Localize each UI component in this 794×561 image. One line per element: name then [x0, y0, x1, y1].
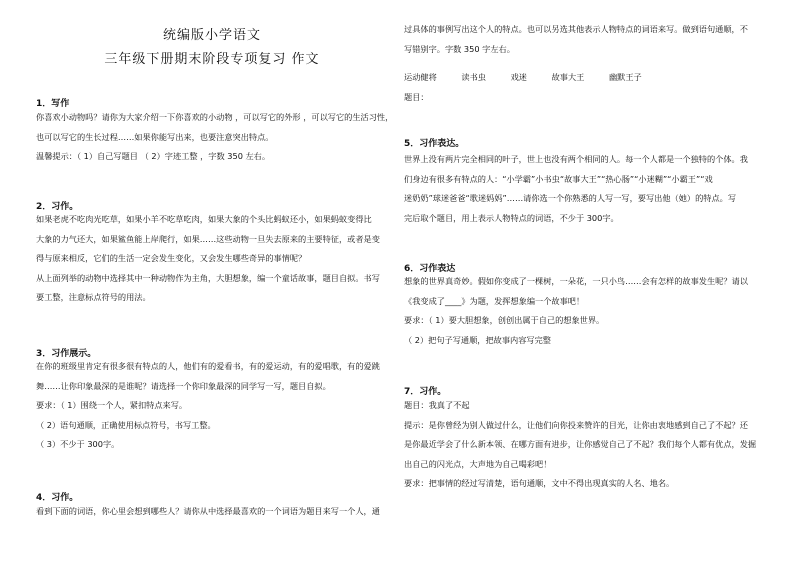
text-line: 如果老虎不吃肉光吃草，如果小羊不吃草吃肉，如果大象的个头比蚂蚁还小，如果蚂蚁变得比: [36, 214, 372, 224]
text-line: 得与原来相反，它们的生活一定会发生变化，又会发生哪些奇异的事情呢？: [36, 253, 307, 263]
text-line: 写错别字。字数 350 字左右。: [404, 43, 515, 54]
text-line: 出自己的闪光点，大声地为自己喝彩吧！: [404, 458, 552, 469]
text-line: 你喜欢小动物吗？请你为大家介绍一下你喜欢的小动物 ，可以写它的外形 ，可以写它的生活习性，: [36, 112, 394, 122]
text-line: 是你最近学会了什么新本领、在哪方面有进步，让你感觉自己了不起？我们每个人都有优点，发掘: [404, 439, 757, 449]
text-line: 过具体的事例写出这个人的特点。也可以另选其他表示人物特点的词语来写。做到语句通顺，不: [404, 24, 748, 34]
text-line: 温馨提示：（ 1）自己写题目 （ 2）字迹工整 ，字数 350 左右。: [36, 151, 271, 161]
text-line: 舞……让你印象最深的是谁呢？请选择一个你印象最深的同学写一写，题目自拟。: [36, 380, 331, 391]
text-line: 也可以写它的生长过程……如果你能写出来，也要注意突出特点。: [36, 131, 274, 142]
word-choice: 运动健将: [404, 72, 437, 82]
section-3-body: [36, 357, 380, 455]
section-6-heading: 6．习作表达: [404, 264, 456, 274]
section-2-body: [36, 210, 380, 308]
word-choice: 幽默王子: [608, 72, 642, 82]
title-prompt: 题目：: [404, 92, 429, 102]
document-subtitle: 三年级下册期末阶段专项复习 作文: [104, 52, 320, 67]
word-choice: 读书虫: [461, 72, 486, 82]
text-line: 想象的世界真奇妙。假如你变成了一棵树，一朵花，一只小鸟……会有怎样的故事发生呢？请以: [404, 276, 748, 286]
section-4-body: [36, 502, 380, 522]
section-5-heading: 5．习作表达。: [404, 139, 465, 149]
text-line: 要求：（ 1）围绕一个人，紧扣特点来写。: [36, 400, 188, 410]
text-line: 从上面列举的动物中选择其中一种动物作为主角，大胆想象，编一个童话故事，题目自拟。书写: [36, 272, 380, 283]
text-line: 要求：（ 1）要大胆想象，创创出属于自己的想象世界。: [404, 315, 605, 325]
section-2-heading: 2．习作。: [36, 202, 79, 212]
text-line: 世界上没有两片完全相同的叶子，世上也没有两个相同的人。每一个人都是一个独特的个体。我: [404, 154, 748, 164]
text-line: （ 3）不少于 300字。: [36, 439, 120, 449]
text-line: 要求：把事情的经过写清楚，语句通顺，文中不得出现真实的人名、地名。: [404, 478, 675, 488]
text-line: 大象的力气还大，如果鲨鱼能上岸爬行，如果……这些动物一旦失去原来的主要特征，或者是变: [36, 233, 380, 244]
section-1-body: [36, 108, 393, 167]
text-line: 迷奶奶”球迷爸爸“歌迷妈妈”……请你选一个你熟悉的人写一写，要写出他（她）的特点。写: [404, 193, 737, 203]
word-choice: 戏迷: [510, 72, 527, 82]
text-line: 要工整，注意标点符号的用法。: [36, 292, 151, 302]
section-5-body: [404, 150, 748, 228]
text-line: 看到下面的词语，你心里会想到哪些人？请你从中选择最喜欢的一个词语为题目来写一个人，通: [36, 506, 380, 516]
section-1-heading: 1．写作: [36, 99, 70, 109]
word-choice-list: [404, 72, 664, 83]
text-line: 提示：是你曾经为别人做过什么，让他们向你投来赞许的目光，让你由衷地感到自己了不起？还: [404, 419, 748, 430]
text-line: （ 2）语句通顺，正确使用标点符号，书写工整。: [36, 419, 216, 430]
section-4-heading: 4．习作。: [36, 493, 79, 503]
document-title: 统编版小学语文: [162, 28, 261, 43]
text-line: 题目：我真了不起: [404, 400, 470, 410]
section-4-continuation: [404, 20, 748, 59]
section-7-body: [404, 396, 756, 494]
text-line: 完后取个题目，用上表示人物特点的词语，不少于 300字。: [404, 212, 619, 223]
section-7-heading: 7．习作。: [404, 387, 447, 397]
text-line: （ 2）把句子写通顺，把故事内容写完整: [404, 334, 551, 345]
text-line: 们身边有很多有特点的人：“小学霸”小书虫“故事大王”“热心肠”“小迷糊”“小霸王”“戏: [404, 173, 713, 184]
section-6-body: [404, 272, 748, 350]
text-line: 在你的班级里肯定有很多很有特点的人，他们有的爱看书，有的爱运动，有的爱唱歌，有的爱跳: [36, 361, 380, 371]
text-line: 《我变成了____》为题，发挥想象编一个故事吧！: [404, 295, 585, 306]
word-choice: 故事大王: [551, 72, 585, 82]
section-3-heading: 3．习作展示。: [36, 349, 97, 359]
